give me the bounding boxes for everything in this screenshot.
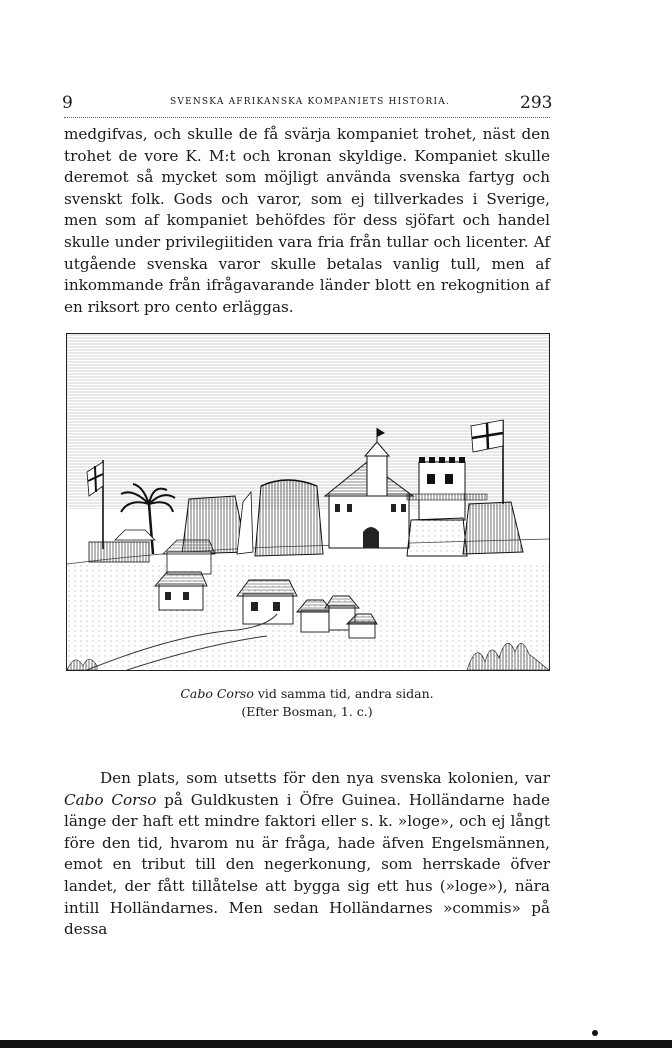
fort-engraving: [67, 334, 549, 670]
fort-illustration: [66, 333, 550, 671]
page-number-left: 9: [62, 93, 73, 113]
paragraph-1: medgifvas, och skulle de få svärja kompaniet trohet, näst den trohet de vore K. M:t och kronan skyldige. Kompaniet skulle deremot så mycket som möjligt använda svenska fartyg och svenskt folk. Gods och varor, som ej tillverkades i Sverige, men som af kompaniet behöfdes för dess sjöfart och handel skulle under privilegiitiden vara fria från tullar och licenter. Af utgående svenska varor skulle betalas vanlig tull, men af inkommande från ifrågavarande länder blott en rekognition af en riksort pro cento erläggas.: [64, 125, 550, 316]
scan-edge-bar: [0, 1040, 672, 1048]
print-mark: [592, 1030, 598, 1036]
paragraph-2: [64, 768, 550, 941]
caption-rest: vid samma tid, andra sidan.: [253, 686, 434, 701]
paragraph-2-start: Den plats, som utsetts för den nya svenska kolonien, var: [100, 769, 550, 787]
caption-line-1: [64, 685, 550, 703]
header-rule: [64, 117, 550, 118]
caption-italic: Cabo Corso: [180, 686, 254, 701]
caption-line-2: (Efter Bosman, 1. c.): [241, 704, 373, 719]
running-head: SVENSKA AFRIKANSKA KOMPANIETS HISTORIA.: [170, 97, 450, 107]
figure-caption: [64, 685, 550, 721]
paragraph-2-rest: på Guldkusten i Öfre Guinea. Holländarne hade länge der haft ett mindre faktori eller s. k. »loge», och ej långt före den tid, hvarom nu är fråga, hade äfven Engelsmännen, emot en tribut till den negerkonung, som herrskade öfver landet, der fått tillåtelse att bygga sig ett hus (»loge»), nära intill Holländarnes. Men sedan Holländarnes »commis» på dessa: [64, 790, 550, 939]
page-number: 293: [520, 93, 553, 113]
paragraph-2-italic: Cabo Corso: [64, 790, 157, 809]
